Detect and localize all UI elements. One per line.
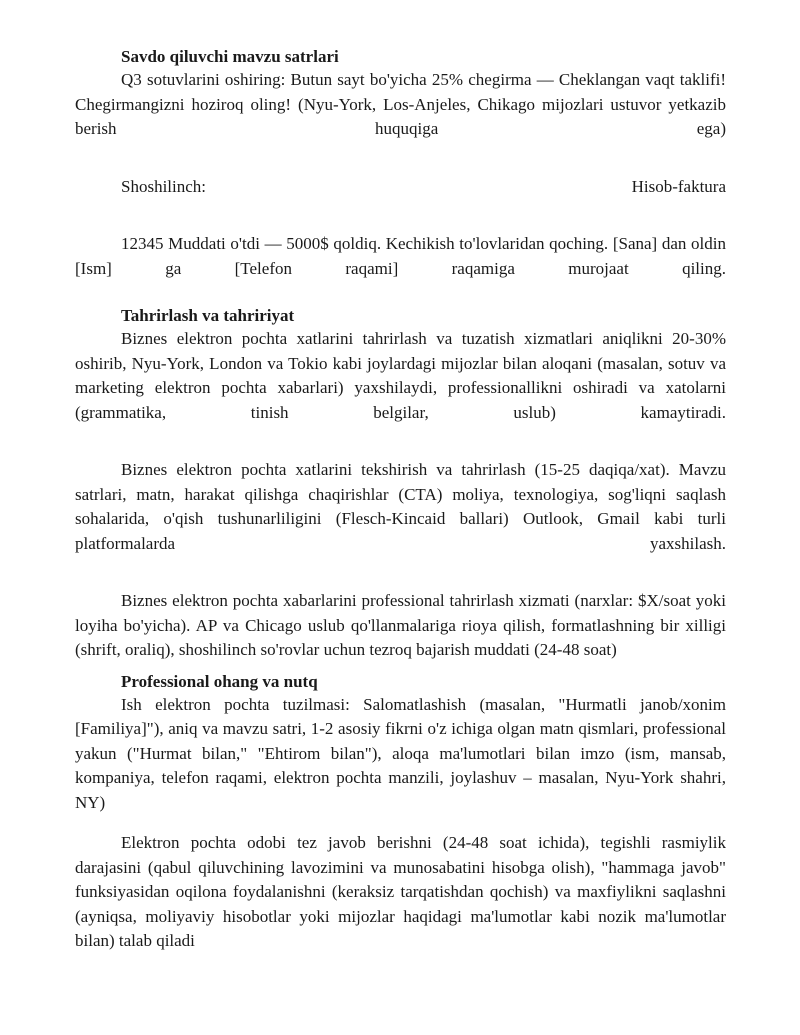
paragraph-email-etiquette: Elektron pochta odobi tez javob berishni (24-48 soat ichida), tegishli rasmiylik darajasini (qabul qiluvchining lavozimini va munosabatini hisobga olish), "hammaga javob" funksiyasidan oqilona foydalanishni (keraksiz tarqatishdan qochish) va maxfiylikni saqlashni (ayniqsa, moliyaviy hisobotlar yoki mijozlar haqidagi ma'lumotlar kabi nozik ma'lumotlar bilan) talab qiladi bbox=[75, 833, 726, 950]
paragraph-sales-offer: Q3 sotuvlarini oshiring: Butun sayt bo'yicha 25% chegirma — Cheklangan vaqt taklifi! Chegirmangizni hoziroq oling! (Nyu-York, Los-Anjeles, Chikago mijozlari ustuvor yetkazib berish huquqiga ega) bbox=[75, 70, 726, 138]
section-heading-editing: Tahrirlash va tahririyat bbox=[121, 306, 295, 325]
section-heading-professional-tone: Professional ohang va nutq bbox=[121, 671, 318, 691]
document-page bbox=[75, 46, 726, 954]
paragraph-urgent-invoice: Shoshilinch: Hisob-faktura bbox=[121, 176, 726, 196]
paragraph-overdue-notice: 12345 Muddati o'tdi — 5000$ qoldiq. Kechikish to'lovlaridan qoching. [Sana] dan oldin [Ism] ga [Telefon raqami] raqamiga murojaat qiling. bbox=[75, 234, 726, 278]
paragraph-editing-services: Biznes elektron pochta xatlarini tahrirlash va tuzatish xizmatlari aniqlikni 20-30% oshirib, Nyu-York, London va Tokio kabi joylardagi mijozlar bilan aloqani (masalan, sotuv va marketing elektron pochta xabarlari) yaxshilaydi, professionallikni oshiradi va xatolarni (grammatika, tinish belgilar, uslub) kamaytiradi. bbox=[75, 329, 726, 422]
paragraph-email-structure: Ish elektron pochta tuzilmasi: Salomatlashish (masalan, "Hurmatli janob/xonim [Familiya]"), aniq va mavzu satri, 1-2 asosiy fikrni o'z ichiga olgan matn qismlari, professional yakun ("Hurmat bilan," "Ehtirom bilan"), aloqa ma'lumotlari bilan imzo (ism, mansab, kompaniya, telefon raqami, elektron pochta manzili, joylashuv – masalan, Nyu-York shahri, NY) bbox=[75, 694, 726, 812]
paragraph-proofreading: Biznes elektron pochta xatlarini tekshirish va tahrirlash (15-25 daqiqa/xat). Mavzu satrlari, matn, harakat qilishga chaqirishlar (CTA) moliya, texnologiya, sog'liqni saqlash sohalarida, o'qish tushunarliligini (Flesch-Kincaid ballari) Outlook, Gmail kabi turli platformalarda yaxshilash. bbox=[75, 460, 726, 553]
paragraph-professional-editing: Biznes elektron pochta xabarlarini professional tahrirlash xizmati (narxlar: $X/soat yoki loyiha bo'yicha). AP va Chicago uslub qo'llanmalariga rioya qilish, formatlashning bir xilligi (shrift, oraliq), shoshilinch so'rovlar uchun tezroq bajarish muddati (24-48 soat) bbox=[75, 591, 726, 659]
section-heading-sales-subjects: Savdo qiluvchi mavzu satrlari bbox=[121, 47, 339, 66]
